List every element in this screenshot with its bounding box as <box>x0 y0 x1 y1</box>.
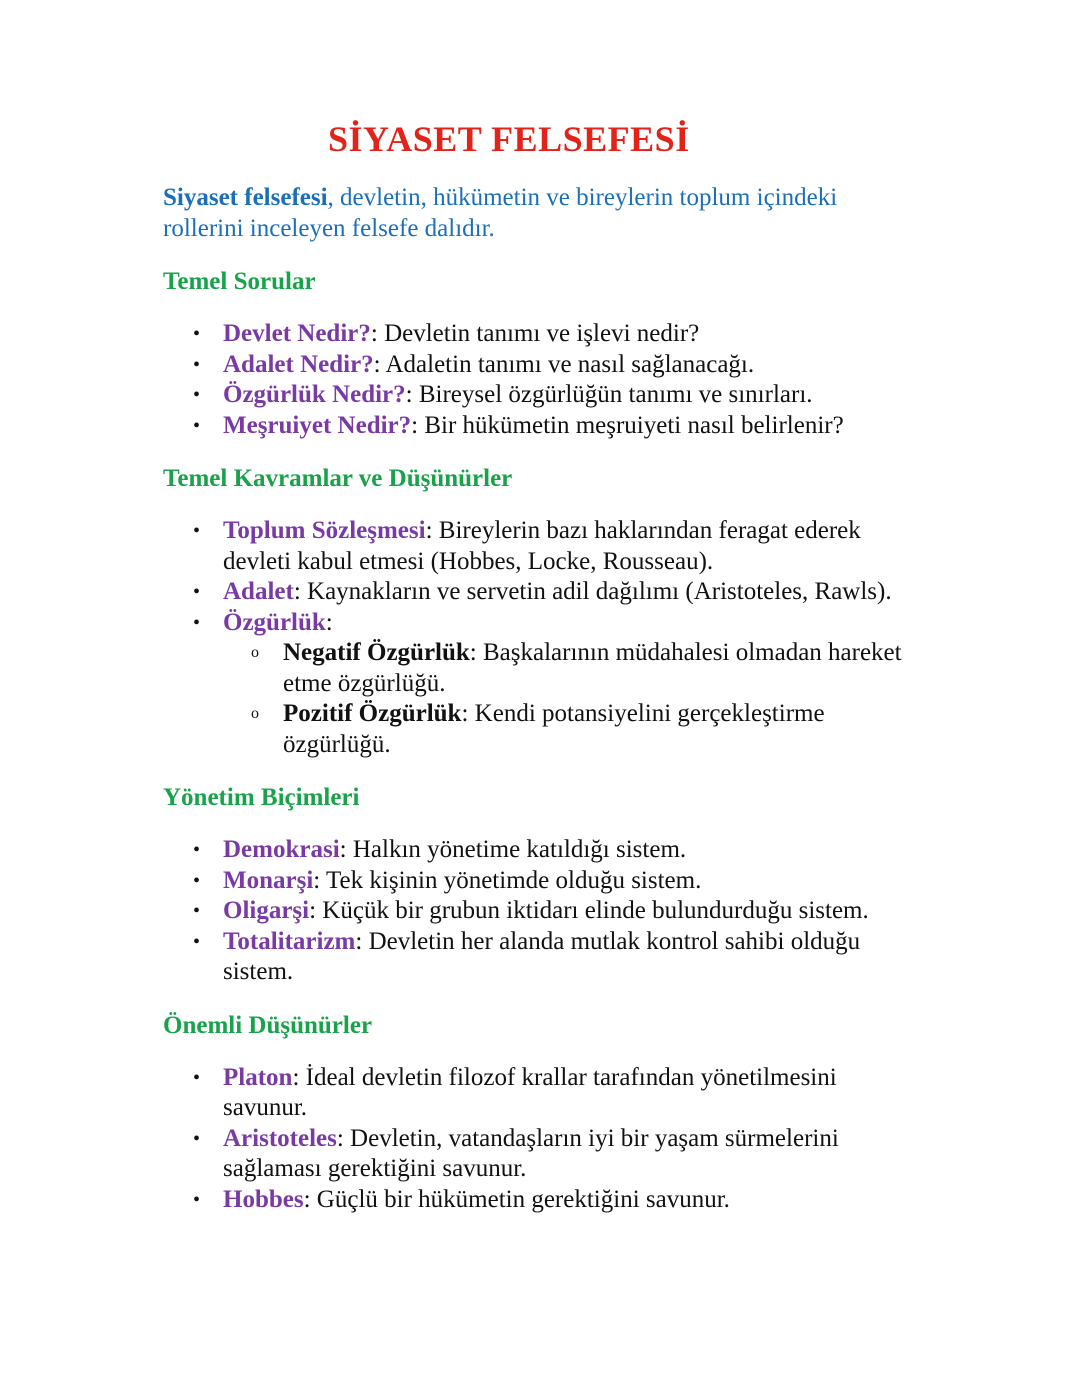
list-item <box>163 608 923 761</box>
intro-term: Siyaset felsefesi <box>163 184 328 211</box>
list-item <box>163 1185 923 1216</box>
sub-list-item <box>223 638 923 699</box>
thinkers-list <box>163 1063 923 1216</box>
list-item <box>163 350 923 381</box>
list-item <box>163 411 923 442</box>
list-item <box>163 866 923 897</box>
list-item-term: Adalet Nedir? <box>223 350 374 378</box>
list-item-text: : İdeal devletin filozof krallar tarafından yönetilmesini savunur. <box>223 1063 837 1121</box>
sub-list-item-text: : Başkalarının müdahalesi olmadan hareket etme özgürlüğü. <box>283 639 902 697</box>
list-item-text: : Devletin, vatandaşların iyi bir yaşam sürmelerini sağlaması gerektiğini savunur. <box>223 1124 839 1182</box>
intro-text: , devletin, hükümetin ve bireylerin toplum içindeki rollerini inceleyen felsefe dalıdır. <box>163 184 838 242</box>
section-heading-governments: Yönetim Biçimleri <box>163 784 360 811</box>
freedom-sublist <box>223 638 923 760</box>
list-item-term: Demokrasi <box>223 836 340 863</box>
list-item <box>163 319 923 350</box>
list-item-term: Totalitarizm <box>223 927 356 955</box>
section-heading-thinkers: Önemli Düşünürler <box>163 1011 373 1039</box>
questions-list <box>163 319 923 441</box>
list-item-text: : Bireylerin bazı haklarından feragat ederek devleti kabul etmesi (Hobbes, Locke, Rousseau). <box>223 517 861 575</box>
list-item <box>163 516 923 577</box>
list-item-text: : Bireysel özgürlüğün tanımı ve sınırları. <box>405 381 813 408</box>
list-item-text: : Tek kişinin yönetimde olduğu sistem. <box>313 866 702 894</box>
list-item-text: : Güçlü bir hükümetin gerektiğini savunur. <box>303 1185 730 1213</box>
list-item-text: : Devletin tanımı ve işlevi nedir? <box>370 320 700 347</box>
list-item-text: : Kaynakların ve servetin adil dağılımı (Aristoteles, Rawls). <box>293 578 892 605</box>
list-item-term: Platon <box>223 1063 293 1091</box>
list-item-text: : Devletin her alanda mutlak kontrol sahibi olduğu sistem. <box>223 927 861 985</box>
list-item-text: : <box>325 608 333 636</box>
list-item-term: Özgürlük Nedir? <box>223 381 406 408</box>
list-item <box>163 835 923 866</box>
governments-list <box>163 835 923 988</box>
list-item-term: Devlet Nedir? <box>223 320 371 347</box>
list-item-term: Meşruiyet Nedir? <box>223 411 412 439</box>
section-heading-questions: Temel Sorular <box>163 268 316 295</box>
page-title: SİYASET FELSEFESİ <box>328 119 690 159</box>
list-item <box>163 1124 923 1185</box>
list-item-term: Hobbes <box>223 1185 304 1213</box>
list-item <box>163 927 923 988</box>
list-item <box>163 1063 923 1124</box>
sub-list-item <box>223 699 923 760</box>
list-item <box>163 577 923 608</box>
list-item-text: : Halkın yönetime katıldığı sistem. <box>339 836 687 863</box>
list-item-term: Aristoteles <box>223 1124 337 1152</box>
sub-list-item-term: Pozitif Özgürlük <box>283 700 462 727</box>
list-item-term: Adalet <box>223 578 294 605</box>
intro-paragraph <box>163 182 923 244</box>
list-item-term: Oligarşi <box>223 897 310 924</box>
list-item-text: : Bir hükümetin meşruiyeti nasıl belirlenir? <box>411 411 844 439</box>
list-item <box>163 380 923 411</box>
sub-list-item-term: Negatif Özgürlük <box>283 639 470 666</box>
sub-list-item-text: : Kendi potansiyelini gerçekleştirme özgürlüğü. <box>283 700 825 758</box>
list-item-term: Monarşi <box>223 866 314 894</box>
list-item-term: Özgürlük <box>223 608 326 636</box>
concepts-list <box>163 516 923 760</box>
document-page <box>163 110 923 1215</box>
section-heading-concepts: Temel Kavramlar ve Düşünürler <box>163 465 513 492</box>
list-item-text: : Küçük bir grubun iktidarı elinde bulundurduğu sistem. <box>309 897 869 924</box>
list-item-text: : Adaletin tanımı ve nasıl sağlanacağı. <box>373 350 755 378</box>
list-item-term: Toplum Sözleşmesi <box>223 517 426 544</box>
list-item <box>163 896 923 927</box>
